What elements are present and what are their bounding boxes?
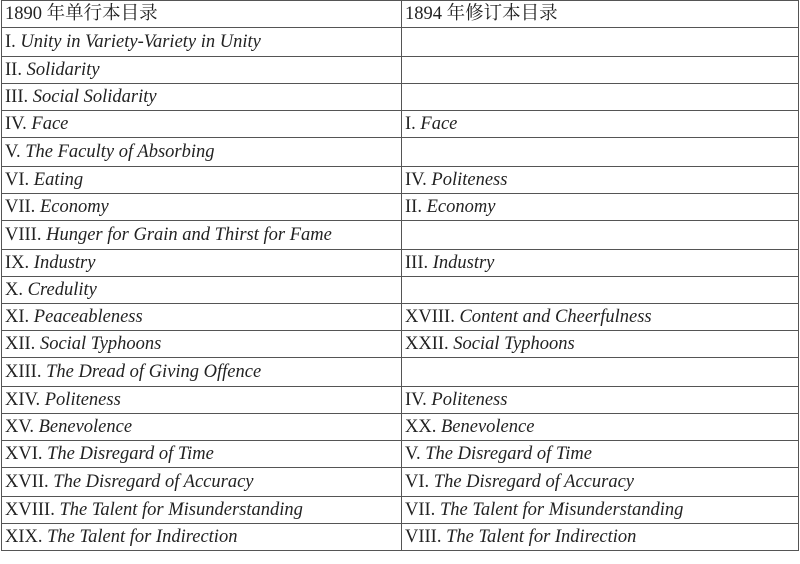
- chapter-number: IV.: [405, 390, 432, 410]
- table-row: [2, 304, 799, 331]
- chapter-number: XVI.: [5, 444, 48, 464]
- chapter-number: XXII.: [405, 334, 454, 354]
- chapter-cell-1894: [402, 331, 799, 358]
- chapter-title: Social Typhoons: [453, 334, 575, 354]
- chapter-title: Hunger for Grain and Thirst for Fame: [46, 225, 332, 245]
- table-row: [2, 194, 799, 221]
- table-row: [2, 277, 799, 304]
- chapter-number: V.: [5, 142, 26, 162]
- chapter-cell-1894: [402, 304, 799, 331]
- chapter-number: XIII.: [5, 362, 47, 382]
- header-1890-edition: 1890 年单行本目录: [2, 1, 402, 28]
- chapter-cell-1894: [402, 167, 799, 194]
- chapter-title: Content and Cheerfulness: [459, 307, 652, 327]
- chapter-number: IV.: [405, 170, 432, 190]
- chapter-number: II.: [5, 60, 27, 80]
- chapter-title: Unity in Variety-Variety in Unity: [20, 32, 261, 52]
- chapter-cell-1890: [2, 221, 402, 250]
- chapter-number: I.: [5, 32, 21, 52]
- chapter-title: Benevolence: [38, 417, 133, 437]
- chapter-number: VIII.: [405, 527, 447, 547]
- chapter-number: XIX.: [5, 527, 48, 547]
- chapter-cell-1890: [2, 414, 402, 441]
- chapter-title: Politeness: [431, 170, 508, 190]
- table-row: [2, 221, 799, 250]
- chapter-cell-1894: [402, 57, 799, 84]
- chapter-cell-1894: [402, 414, 799, 441]
- chapter-number: XV.: [5, 417, 39, 437]
- chapter-cell-1894: [402, 387, 799, 414]
- chapter-cell-1894: [402, 84, 799, 111]
- chapter-number: XIV.: [5, 390, 45, 410]
- table-row: [2, 441, 799, 468]
- table-row: [2, 250, 799, 277]
- chapter-number: IX.: [5, 253, 34, 273]
- header-1894-edition: 1894 年修订本目录: [402, 1, 799, 28]
- chapter-number: II.: [405, 197, 427, 217]
- chapter-number: VI.: [405, 472, 434, 492]
- table-row: [2, 57, 799, 84]
- chapter-number: XVII.: [5, 472, 54, 492]
- table-body: [2, 28, 799, 551]
- chapter-number: XII.: [5, 334, 40, 354]
- chapter-title: Benevolence: [440, 417, 535, 437]
- chapter-number: I.: [405, 114, 421, 134]
- chapter-cell-1894: [402, 138, 799, 167]
- chapter-cell-1894: [402, 28, 799, 57]
- chapter-title: Industry: [33, 253, 96, 273]
- chapter-number: VI.: [5, 170, 34, 190]
- chapter-title: Solidarity: [26, 60, 100, 80]
- chapter-title: Social Solidarity: [32, 87, 157, 107]
- table-row: [2, 84, 799, 111]
- chapter-title: Politeness: [431, 390, 508, 410]
- chapter-title: The Talent for Misunderstanding: [59, 500, 303, 520]
- chapter-cell-1890: [2, 167, 402, 194]
- chapter-cell-1890: [2, 304, 402, 331]
- chapter-cell-1894: [402, 441, 799, 468]
- chapter-number: XI.: [5, 307, 34, 327]
- chapter-cell-1894: [402, 358, 799, 387]
- chapter-number: X.: [5, 280, 28, 300]
- chapter-cell-1890: [2, 111, 402, 138]
- chapter-cell-1890: [2, 524, 402, 551]
- chapter-title: The Disregard of Time: [47, 444, 214, 464]
- chapter-cell-1890: [2, 358, 402, 387]
- table-row: [2, 387, 799, 414]
- chapter-title: The Dread of Giving Offence: [46, 362, 262, 382]
- chapter-title: Economy: [39, 197, 109, 217]
- chapter-title: Credulity: [27, 280, 97, 300]
- table-row: [2, 28, 799, 57]
- chapter-title: The Disregard of Accuracy: [433, 472, 634, 492]
- chapter-title: The Disregard of Time: [425, 444, 592, 464]
- chapter-cell-1890: [2, 441, 402, 468]
- header-row: [2, 1, 799, 28]
- chapter-cell-1890: [2, 468, 402, 497]
- chapter-cell-1890: [2, 331, 402, 358]
- chapter-number: III.: [5, 87, 33, 107]
- table-row: [2, 138, 799, 167]
- chapter-cell-1894: [402, 497, 799, 524]
- table-row: [2, 414, 799, 441]
- chapter-cell-1890: [2, 28, 402, 57]
- chapter-cell-1890: [2, 57, 402, 84]
- chapter-title: The Disregard of Accuracy: [53, 472, 254, 492]
- chapter-title: Eating: [33, 170, 84, 190]
- chapter-cell-1890: [2, 250, 402, 277]
- chapter-cell-1890: [2, 84, 402, 111]
- table-row: [2, 524, 799, 551]
- chapter-title: The Talent for Misunderstanding: [439, 500, 684, 520]
- chapter-title: The Talent for Indirection: [446, 527, 637, 547]
- chapter-title: Economy: [426, 197, 496, 217]
- table-row: [2, 331, 799, 358]
- chapter-cell-1894: [402, 250, 799, 277]
- toc-comparison-table: [1, 0, 799, 551]
- table-row: [2, 468, 799, 497]
- table-row: [2, 111, 799, 138]
- chapter-title: Industry: [432, 253, 495, 273]
- chapter-cell-1894: [402, 277, 799, 304]
- chapter-cell-1890: [2, 387, 402, 414]
- table-row: [2, 358, 799, 387]
- chapter-number: IV.: [5, 114, 32, 134]
- chapter-title: Face: [31, 114, 69, 134]
- chapter-number: XVIII.: [5, 500, 60, 520]
- table-row: [2, 167, 799, 194]
- chapter-title: Peaceableness: [33, 307, 143, 327]
- chapter-number: III.: [405, 253, 433, 273]
- chapter-cell-1894: [402, 221, 799, 250]
- chapter-number: V.: [405, 444, 426, 464]
- table-row: [2, 497, 799, 524]
- chapter-number: VII.: [405, 500, 440, 520]
- chapter-title: Social Typhoons: [39, 334, 162, 354]
- chapter-title: The Talent for Indirection: [47, 527, 238, 547]
- chapter-number: VIII.: [5, 225, 47, 245]
- chapter-title: Face: [420, 114, 458, 134]
- chapter-cell-1894: [402, 468, 799, 497]
- chapter-cell-1894: [402, 194, 799, 221]
- chapter-cell-1894: [402, 111, 799, 138]
- chapter-number: XX.: [405, 417, 441, 437]
- chapter-title: The Faculty of Absorbing: [25, 142, 215, 162]
- chapter-number: VII.: [5, 197, 40, 217]
- chapter-cell-1890: [2, 194, 402, 221]
- chapter-cell-1890: [2, 277, 402, 304]
- chapter-cell-1894: [402, 524, 799, 551]
- chapter-number: XVIII.: [405, 307, 460, 327]
- chapter-title: Politeness: [44, 390, 121, 410]
- chapter-cell-1890: [2, 138, 402, 167]
- chapter-cell-1890: [2, 497, 402, 524]
